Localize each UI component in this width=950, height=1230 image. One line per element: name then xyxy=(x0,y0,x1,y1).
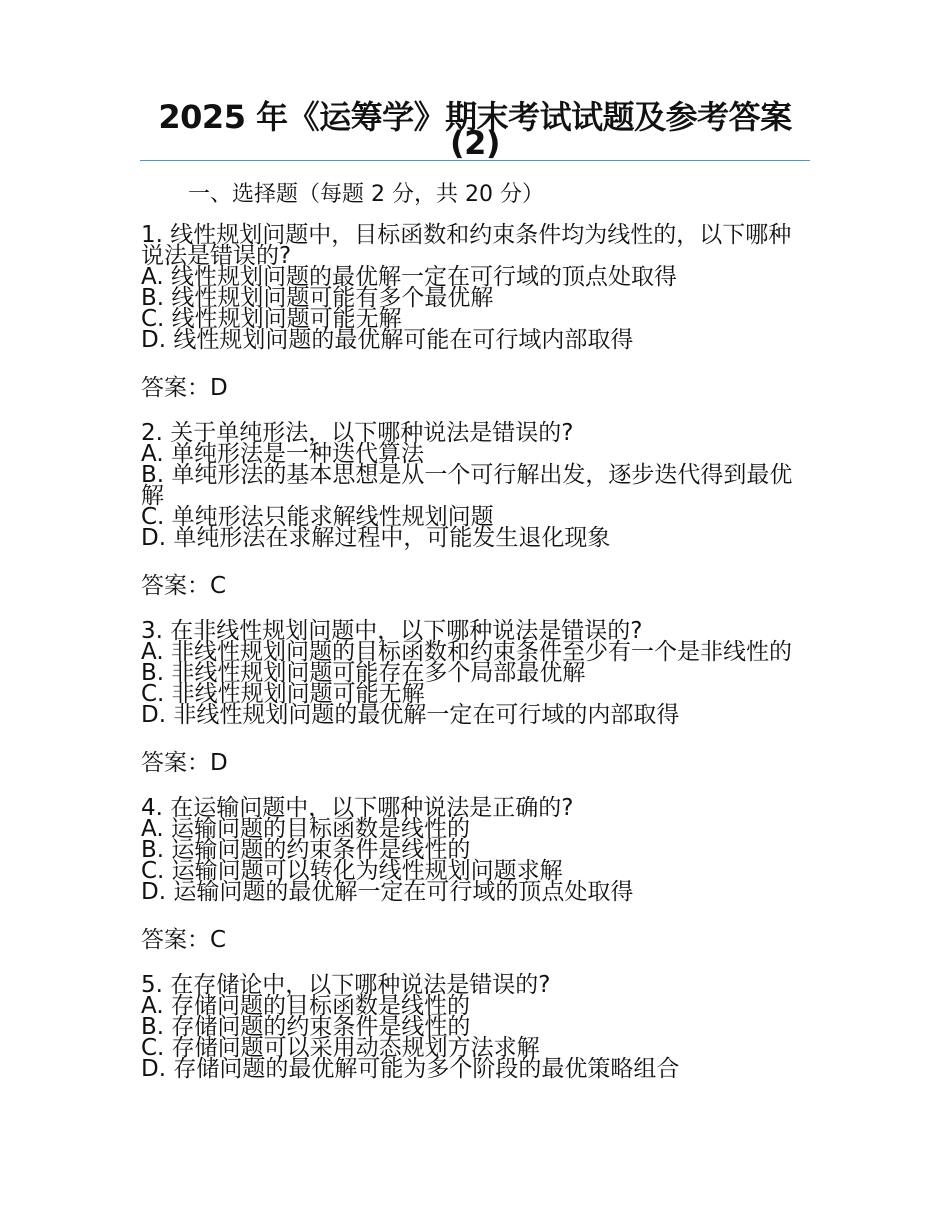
question-5 xyxy=(141,972,801,1082)
option-a: A. 非线性规划问题的目标函数和约束条件至少有一个是非线性的 xyxy=(141,639,792,665)
page-title: 2025 年《运筹学》期末考试试题及参考答案(2) xyxy=(158,98,792,162)
option-a: A. 存储问题的目标函数是线性的 xyxy=(141,993,470,1019)
question-stem: 3. 在非线性规划问题中，以下哪种说法是错误的? xyxy=(141,618,643,644)
title-underline xyxy=(140,160,810,161)
option-c: C. 非线性规划问题可能无解 xyxy=(141,681,425,707)
option-b: B. 单纯形法的基本思想是从一个可行解出发，逐步迭代得到最优解 xyxy=(141,462,793,509)
question-2 xyxy=(141,420,801,551)
option-b: B. 非线性规划问题可能存在多个局部最优解 xyxy=(141,660,586,686)
option-b: B. 运输问题的约束条件是线性的 xyxy=(141,837,471,863)
question-3 xyxy=(141,618,801,728)
question-stem: 5. 在存储论中，以下哪种说法是错误的? xyxy=(141,972,551,998)
answer-2: 答案：C xyxy=(141,573,227,599)
answer-4: 答案：C xyxy=(141,927,227,953)
option-c: C. 运输问题可以转化为线性规划问题求解 xyxy=(141,858,563,884)
question-list xyxy=(141,222,801,1103)
option-a: A. 运输问题的目标函数是线性的 xyxy=(141,816,470,842)
option-d: D. 单纯形法在求解过程中，可能发生退化现象 xyxy=(141,525,611,551)
answer-1: 答案：D xyxy=(141,375,228,401)
section-heading: 一、选择题（每题 2 分，共 20 分） xyxy=(188,182,544,207)
question-stem: 4. 在运输问题中，以下哪种说法是正确的? xyxy=(141,795,574,821)
question-1 xyxy=(141,222,801,353)
option-d: D. 线性规划问题的最优解可能在可行域内部取得 xyxy=(141,327,634,353)
option-d: D. 非线性规划问题的最优解一定在可行域的内部取得 xyxy=(141,702,680,728)
question-stem: 1. 线性规划问题中，目标函数和约束条件均为线性的，以下哪种说法是错误的? xyxy=(141,222,792,269)
answer-3: 答案：D xyxy=(141,750,228,776)
option-c: C. 存储问题可以采用动态规划方法求解 xyxy=(141,1035,540,1061)
option-a: A. 线性规划问题的最优解一定在可行域的顶点处取得 xyxy=(141,264,677,290)
option-b: B. 线性规划问题可能有多个最优解 xyxy=(141,285,494,311)
option-d: D. 存储问题的最优解可能为多个阶段的最优策略组合 xyxy=(141,1056,680,1082)
option-d: D. 运输问题的最优解一定在可行域的顶点处取得 xyxy=(141,879,634,905)
question-stem: 2. 关于单纯形法，以下哪种说法是错误的? xyxy=(141,420,574,446)
question-4 xyxy=(141,795,801,905)
option-c: C. 单纯形法只能求解线性规划问题 xyxy=(141,504,494,530)
option-a: A. 单纯形法是一种迭代算法 xyxy=(141,441,424,467)
option-b: B. 存储问题的约束条件是线性的 xyxy=(141,1014,471,1040)
option-c: C. 线性规划问题可能无解 xyxy=(141,306,402,332)
